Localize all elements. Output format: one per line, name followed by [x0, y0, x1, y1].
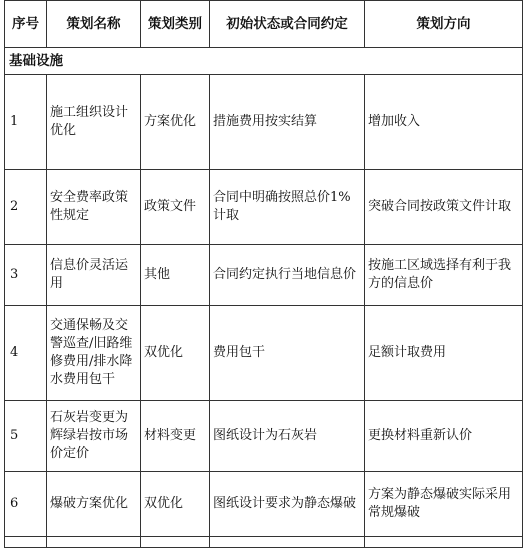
cell-direction: 方案为静态爆破实际采用常规爆破	[365, 472, 523, 537]
table-row	[5, 245, 523, 306]
cell-direction: 更换材料重新认价	[365, 401, 523, 472]
cell-direction: 增加收入	[365, 75, 523, 170]
table-row	[5, 401, 523, 472]
header-direction: 策划方向	[365, 1, 523, 48]
cell-direction: 足额计取费用	[365, 306, 523, 401]
section-row	[5, 48, 523, 75]
table-row	[5, 75, 523, 170]
cell-no: 6	[5, 472, 47, 537]
cell-initial: 措施费用按实结算	[210, 75, 365, 170]
table-row	[5, 472, 523, 537]
header-category: 策划类别	[141, 1, 210, 48]
cell-name: 施工组织设计优化	[47, 75, 141, 170]
cell-initial: 合同中明确按照总价1%计取	[210, 170, 365, 245]
cell-category: 双优化	[141, 306, 210, 401]
cell-category: 双优化	[141, 472, 210, 537]
section-title: 基础设施	[5, 48, 523, 75]
planning-table	[4, 0, 523, 548]
cell-initial: 合同约定执行当地信息价	[210, 245, 365, 306]
cell-category: 其他	[141, 245, 210, 306]
cell-category: 方案优化	[141, 75, 210, 170]
header-initial: 初始状态或合同约定	[210, 1, 365, 48]
cell-category: 材料变更	[141, 401, 210, 472]
table-row	[5, 306, 523, 401]
cell-no: 1	[5, 75, 47, 170]
header-no: 序号	[5, 1, 47, 48]
cell-no: 5	[5, 401, 47, 472]
header-name: 策划名称	[47, 1, 141, 48]
cell-no: 3	[5, 245, 47, 306]
table-row-partial	[5, 537, 523, 548]
cell-initial: 费用包干	[210, 306, 365, 401]
cell-name: 爆破方案优化	[47, 472, 141, 537]
cell-name: 交通保畅及交警巡查/旧路维修费用/排水降水费用包干	[47, 306, 141, 401]
cell-name: 安全费率政策性规定	[47, 170, 141, 245]
cell-direction: 突破合同按政策文件计取	[365, 170, 523, 245]
table-row	[5, 170, 523, 245]
header-row	[5, 1, 523, 48]
cell-initial: 图纸设计为石灰岩	[210, 401, 365, 472]
cell-category: 政策文件	[141, 170, 210, 245]
cell-name: 信息价灵活运用	[47, 245, 141, 306]
cell-initial: 图纸设计要求为静态爆破	[210, 472, 365, 537]
cell-no: 2	[5, 170, 47, 245]
cell-direction: 按施工区域选择有利于我方的信息价	[365, 245, 523, 306]
cell-no: 4	[5, 306, 47, 401]
cell-name: 石灰岩变更为辉绿岩按市场价定价	[47, 401, 141, 472]
